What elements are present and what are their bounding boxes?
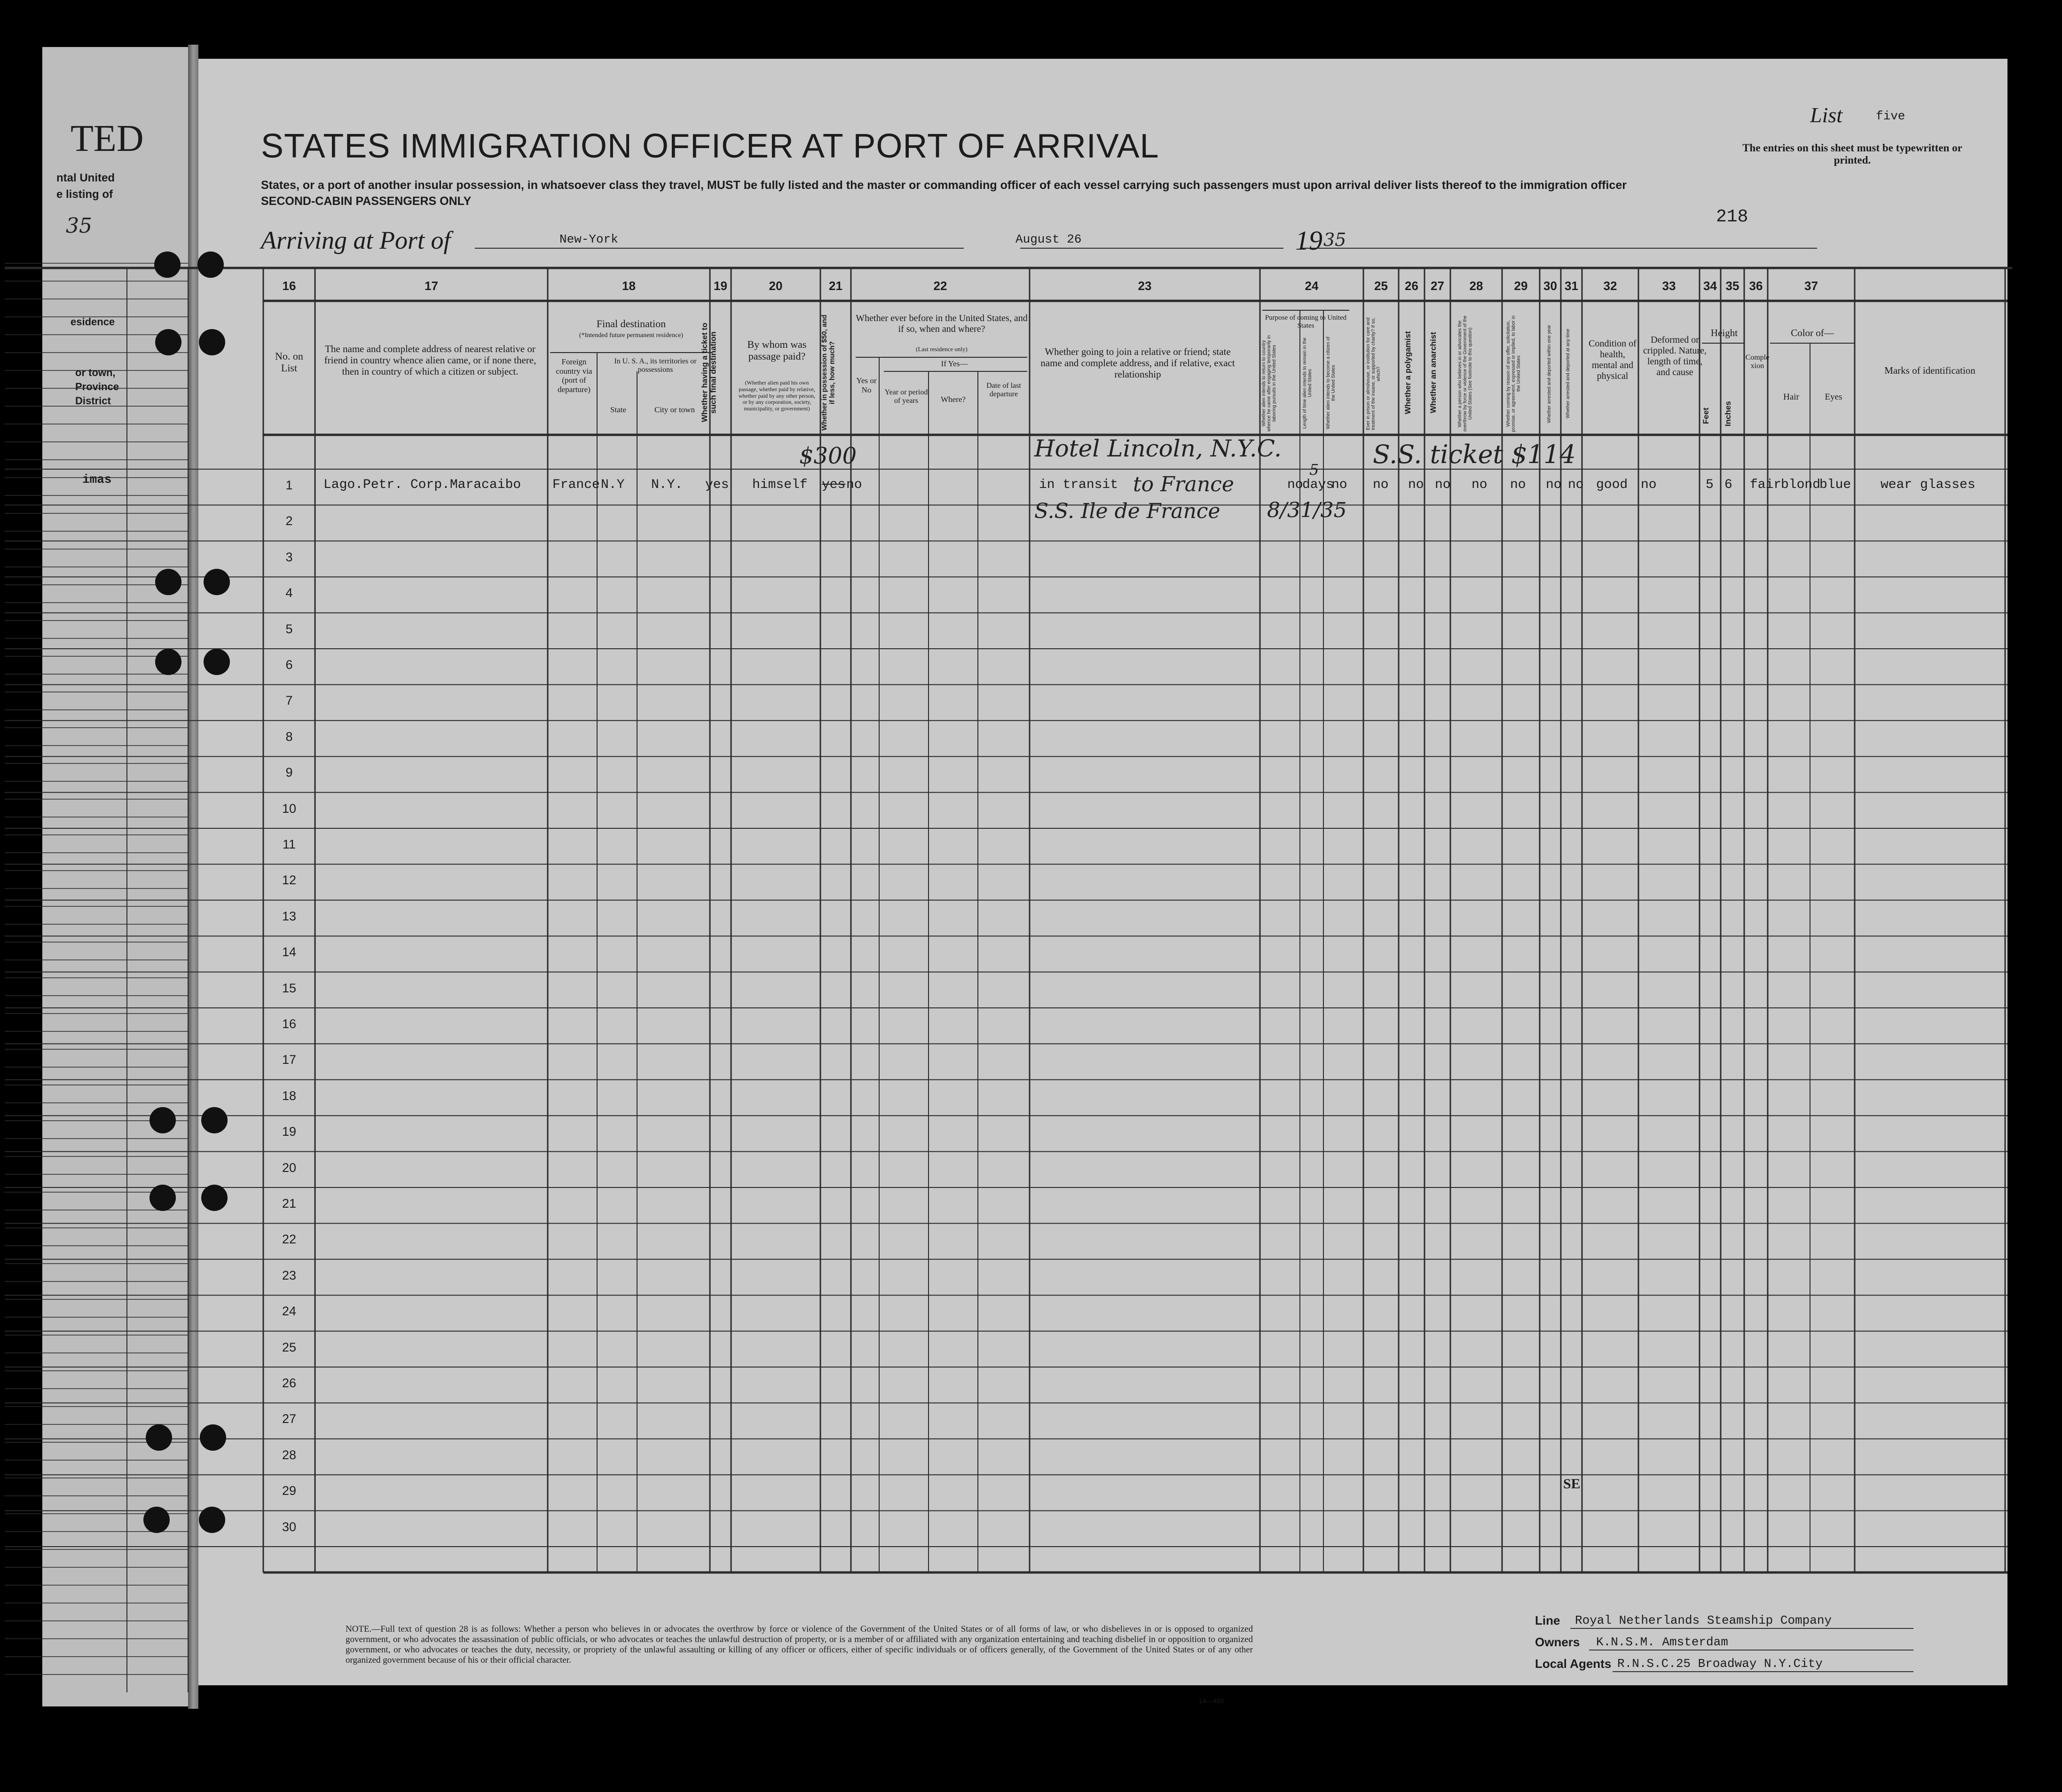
year-prefix: 19 xyxy=(1295,225,1322,256)
form-number: 14—480 xyxy=(1199,1697,1224,1705)
column-number: 32 xyxy=(1603,279,1617,293)
column-number: 33 xyxy=(1662,279,1676,293)
row-number: 5 xyxy=(285,621,293,636)
header-col-24: Purpose of coming to United States xyxy=(1265,314,1347,330)
row-number: 8 xyxy=(285,729,293,744)
row-number: 20 xyxy=(282,1160,297,1175)
header-col-18: Final destination xyxy=(596,318,666,330)
column-number: 25 xyxy=(1374,279,1388,293)
row-number: 14 xyxy=(282,945,297,959)
header-col-22: Whether ever before in the United States, and if so, when and where? xyxy=(856,313,1028,334)
cell-eyes: blue xyxy=(1819,478,1851,492)
column-number: 37 xyxy=(1804,279,1818,293)
date-value: August 26 xyxy=(1015,232,1082,246)
row-number: 26 xyxy=(282,1376,297,1390)
cell-foreign-via: France xyxy=(552,478,600,492)
entries-note: The entries on this sheet must be typewritten or printed. xyxy=(1742,142,1962,166)
row-number: 4 xyxy=(285,586,293,600)
header-col-27: Whether an anarchist xyxy=(1429,332,1438,413)
row-number: 2 xyxy=(285,514,293,528)
port-value: New-York xyxy=(559,232,618,246)
row-number: 24 xyxy=(282,1304,297,1319)
cell-money-struck: yes xyxy=(822,478,846,492)
cell-health: good xyxy=(1596,478,1628,492)
sheet-number: 218 xyxy=(1716,207,1748,227)
cell-24-hand-date: 8/31/35 xyxy=(1267,498,1347,522)
left-fragment-title: TED xyxy=(71,118,144,159)
column-number: 31 xyxy=(1565,279,1578,293)
cell-city: N.Y. xyxy=(651,478,683,492)
passenger-class: SECOND-CABIN PASSENGERS ONLY xyxy=(261,195,472,208)
row-number: 15 xyxy=(282,981,297,995)
row-number: 28 xyxy=(282,1447,297,1462)
column-number: 26 xyxy=(1405,279,1418,293)
cell-paid-by: himself xyxy=(752,478,808,492)
header-instructions: States, or a port of another insular possession, in whatsoever class they travel, MUST be fully listed and the master or commanding officer of each vessel carrying such passengers must upon arrival deliver lists thereof to the immigration officer xyxy=(261,179,1627,192)
column-number: 22 xyxy=(933,279,947,293)
header-col-32: Condition of health, mental and physical xyxy=(1589,338,1637,381)
column-number: 18 xyxy=(622,279,636,293)
cell-24a: no xyxy=(1287,478,1303,492)
cell-hand-transit: to France xyxy=(1133,472,1234,496)
column-number: 36 xyxy=(1749,279,1763,293)
column-number: 21 xyxy=(829,279,842,293)
row-number: 25 xyxy=(282,1340,297,1354)
header-col-22-year: Year or period of years xyxy=(884,388,928,405)
left-residence-header: District xyxy=(75,395,111,407)
column-number: 20 xyxy=(769,279,783,293)
owners-label: Owners xyxy=(1535,1635,1580,1649)
header-col-18-usa: In U. S. A., its territories or possessions xyxy=(614,357,697,374)
agents-label: Local Agents xyxy=(1535,1657,1612,1671)
cell-state: N.Y xyxy=(601,478,625,492)
header-col-18-note: (*Intended future permanent residence) xyxy=(579,332,684,339)
header-col-17: The name and complete address of nearest relative or friend in country whence alien came, or if none there, then in country of which a citizen or subject. xyxy=(324,343,536,377)
column-number: 28 xyxy=(1469,279,1483,293)
cell-complexion: fair xyxy=(1750,478,1782,492)
row-number: 1 xyxy=(285,478,293,492)
header-col-18-state: State xyxy=(610,405,626,414)
footer-note: NOTE.—Full text of question 28 is as follows: Whether a person who believes in or advocates the overthrow by force or violence of the Government of the United States or of all forms of law, or who disbelieves in or is opposed to organized government, or who advocates the assassination of public officials, or who advocates or teaches the unlawful destruction of property, or is a member of or affiliated with any organization entertaining and teaching disbelief in or opposition to organized government, or who advocates or teaches the duty, necessity, or propriety of the unlawful assaulting or killing of any officer or officers, either of specific individuals or of officers generally, of the Government of the United States or of any other organized government because of his or their official character. xyxy=(346,1624,1253,1665)
cell-30: no xyxy=(1546,478,1562,492)
cell-money-value: no xyxy=(846,478,862,492)
header-col-25: Ever in prison or almshouse, or institution for care and treatment of the insane, or supported by charity? If so, which? xyxy=(1366,317,1381,430)
cell-going-to-join: in transit xyxy=(1039,478,1118,492)
cell-hair: blond xyxy=(1781,478,1821,492)
header-no-on-list: No. on List xyxy=(275,350,303,374)
left-fragment-line: e listing of xyxy=(56,188,113,201)
row-number: 19 xyxy=(282,1124,297,1139)
header-col-21: Whether in possession of $50, and if less, how much? xyxy=(820,314,836,431)
header-col-24a: Whether alien intends to return to country whence he came after engaging temporarily in laboring pursuits in the United States xyxy=(1261,335,1277,432)
header-col-22-note: (Last residence only) xyxy=(916,346,968,353)
header-col-35: Complexion xyxy=(1745,354,1770,370)
arriving-label: Arriving at Port of xyxy=(261,226,451,254)
column-number: 30 xyxy=(1543,279,1557,293)
header-col-20-note: (Whether alien paid his own passage, whether paid by relative, whether paid by any other person, or by any corporation, society, municipality, or government) xyxy=(738,379,816,412)
owners-value: K.N.S.M. Amsterdam xyxy=(1596,1635,1728,1649)
header-col-22-yesno: Yes or No xyxy=(856,376,877,394)
column-number: 27 xyxy=(1431,279,1444,293)
row-number: 10 xyxy=(282,801,297,816)
cell-money-hand: $300 xyxy=(799,443,857,469)
cell-28: no xyxy=(1472,478,1487,492)
row-number: 3 xyxy=(285,550,293,564)
row-number: 18 xyxy=(282,1088,297,1103)
list-label: List xyxy=(1810,103,1843,127)
header-col-34-feet: Feet xyxy=(1701,408,1710,424)
agents-value: R.N.S.C.25 Broadway N.Y.City xyxy=(1617,1657,1823,1671)
column-number: 34 xyxy=(1703,279,1717,293)
header-col-18-city: City or town xyxy=(654,405,695,414)
header-col-22-ifyes: If Yes— xyxy=(941,359,968,368)
cell-deformed: no xyxy=(1641,478,1657,492)
cell-hand-ticket: S.S. ticket $114 xyxy=(1373,440,1576,469)
row-number: 7 xyxy=(285,693,293,708)
cell-hand-ship: S.S. Ile de France xyxy=(1034,499,1220,523)
row-number: 9 xyxy=(285,765,293,780)
column-number: 24 xyxy=(1305,279,1319,293)
left-residence-header: or town, xyxy=(75,367,116,378)
cell-25: no xyxy=(1373,478,1389,492)
column-number: 16 xyxy=(282,279,296,293)
header-col-34-inches: Inches xyxy=(1724,401,1732,426)
column-number: 35 xyxy=(1725,279,1739,293)
cell-hand-hotel: Hotel Lincoln, N.Y.C. xyxy=(1034,435,1282,462)
header-col-24b: Length of time alien intends to remain in the United States xyxy=(1302,338,1313,429)
cell-24c: no xyxy=(1331,478,1347,492)
row-number: 27 xyxy=(282,1412,297,1426)
column-number: 23 xyxy=(1138,279,1152,293)
cell-24b: days xyxy=(1302,478,1334,492)
header-col-18-foreign: Foreign country via (port of departure) xyxy=(556,357,592,394)
cell-relative-address: Lago.Petr. Corp.Maracaibo xyxy=(323,478,521,492)
header-col-19: Whether having a ticket to such final destination xyxy=(700,322,718,423)
row-number: 17 xyxy=(282,1053,297,1067)
header-col-28: Whether a person who believes in or advocates the overthrow by force or violence of the Government of the United States (See footnote to this question) xyxy=(1457,315,1473,432)
header-col-20: By whom was passage paid? xyxy=(747,338,807,362)
header-col-36-eyes: Eyes xyxy=(1825,392,1842,402)
row-number: 6 xyxy=(285,658,293,672)
row-number: 23 xyxy=(282,1268,297,1282)
header-col-24c: Whether alien intends to become a citizen of the United States xyxy=(1326,337,1336,430)
cell-inches: 6 xyxy=(1724,478,1732,492)
left-residence-header: esidence xyxy=(71,316,115,328)
cell-ticket: yes xyxy=(705,478,729,492)
row-number: 21 xyxy=(282,1196,297,1210)
row-number: 30 xyxy=(282,1519,297,1534)
cell-31: no xyxy=(1568,478,1584,492)
header-col-37: Marks of identification xyxy=(1884,365,1975,376)
cell-29: no xyxy=(1510,478,1526,492)
left-fragment-year: 35 xyxy=(66,214,92,238)
row-number: 29 xyxy=(282,1484,297,1498)
stamp-mark: SE xyxy=(1563,1476,1581,1492)
cell-feet: 5 xyxy=(1706,478,1714,492)
header-col-29: Whether coming by reason of any offer, solicitation, promise, or agreement, expressed or implied, to labor in the United States xyxy=(1506,315,1521,432)
row-number: 22 xyxy=(282,1232,297,1247)
page-title: STATES IMMIGRATION OFFICER AT PORT OF ARRIVAL xyxy=(261,127,1159,165)
cell-27: no xyxy=(1435,478,1451,492)
column-number: 19 xyxy=(714,279,727,293)
column-number: 29 xyxy=(1514,279,1528,293)
header-col-22-where: Where? xyxy=(941,395,966,404)
row-number: 13 xyxy=(282,909,297,923)
header-col-36-hair: Hair xyxy=(1783,392,1799,402)
line-label: Line xyxy=(1535,1613,1560,1627)
cell-26: no xyxy=(1408,478,1424,492)
column-number: 17 xyxy=(425,279,438,293)
header-col-36: Color of— xyxy=(1791,327,1834,338)
line-value: Royal Netherlands Steamship Company xyxy=(1575,1613,1832,1627)
year-suffix: 35 xyxy=(1323,229,1346,250)
left-residence-header: Province xyxy=(75,381,119,393)
header-col-33: Deformed or crippled. Nature, length of time, and cause xyxy=(1643,335,1707,377)
header-col-34: Height xyxy=(1710,327,1738,338)
row-number: 16 xyxy=(282,1017,297,1031)
cell-24b-hand: 5 xyxy=(1309,461,1319,479)
row-number: 11 xyxy=(282,837,296,851)
list-value: five xyxy=(1876,109,1905,123)
left-fragment-line: ntal United xyxy=(56,172,115,184)
row-number: 12 xyxy=(282,873,297,888)
header-col-23: Whether going to join a relative or friend; state name and complete address, and if relative, exact relationship xyxy=(1040,346,1235,380)
header-col-26: Whether a polygamist xyxy=(1403,331,1412,414)
header-col-31: Whether arrested and deported at any time xyxy=(1566,329,1571,419)
header-col-22-date: Date of last departure xyxy=(986,382,1021,399)
header-col-30: Whether arrested and deported within one year xyxy=(1547,324,1552,423)
left-row-value: imas xyxy=(82,472,112,487)
cell-marks: wear glasses xyxy=(1881,478,1975,492)
